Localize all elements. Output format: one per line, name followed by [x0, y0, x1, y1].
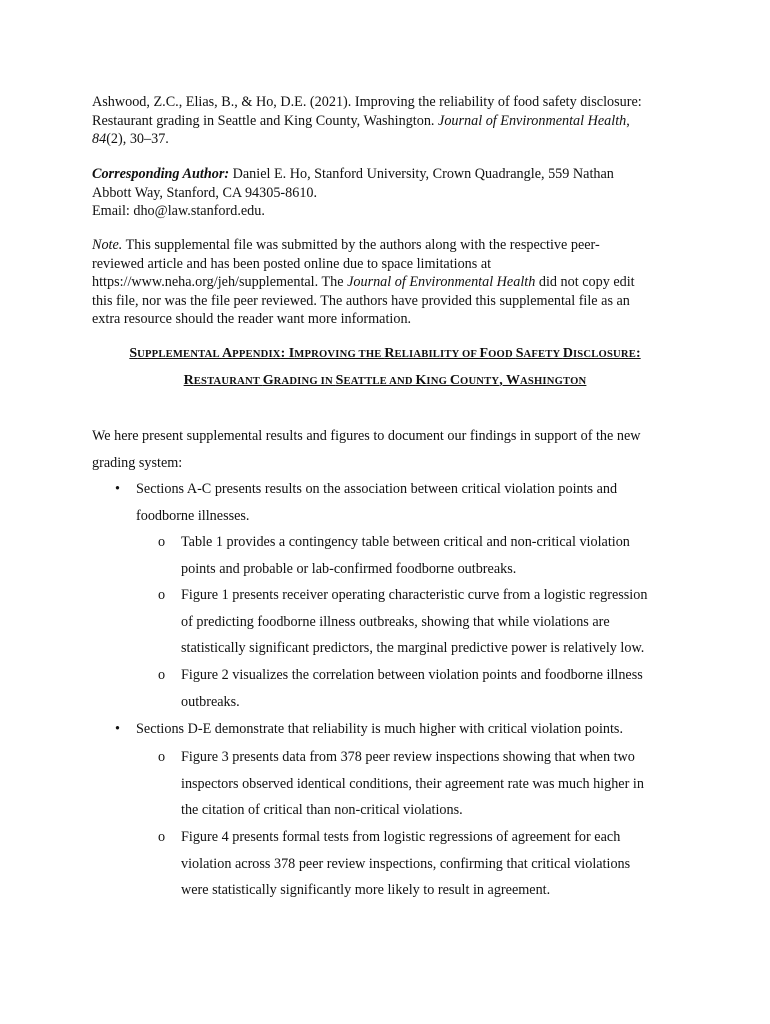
note: [92, 236, 692, 329]
citation-line-2: Restaurant grading in Seattle and King County, Washington. Journal of Environmental Health,: [92, 112, 630, 129]
note-line-2: reviewed article and has been posted online due to space limitations at: [92, 255, 492, 272]
heading-text-segment: S: [515, 346, 524, 361]
heading-text-segment: K: [415, 373, 427, 388]
bullet-circle-icon: o: [158, 534, 166, 550]
heading-text-segment: EATTLE AND: [343, 376, 416, 387]
bullet-circle-icon: o: [158, 667, 166, 683]
bullet-dot-icon: •: [115, 481, 120, 497]
intro-paragraph: [92, 423, 702, 476]
journal-volume: 84: [92, 131, 107, 147]
heading-text-segment: OUNTY: [460, 376, 500, 387]
note-line-4: this file, nor was the file peer reviewed. The authors have provided this supplemental file as an: [92, 292, 630, 309]
heading-text-segment: UPPLEMENTAL: [137, 349, 223, 360]
heading-text-segment: S: [129, 346, 138, 361]
citation-line-3: 84(2), 30–37.: [92, 131, 169, 147]
section-heading-line-2: [0, 372, 770, 389]
heading-text-segment: ING: [426, 376, 450, 387]
heading-text-segment: D: [562, 346, 573, 361]
heading-text-segment: ASHINGTON: [520, 376, 587, 387]
bullet-circle-icon: o: [158, 587, 166, 603]
heading-text-segment: F: [479, 346, 489, 361]
bullet-dot-icon: •: [115, 721, 120, 737]
heading-text-segment: MPROVING THE: [294, 349, 385, 360]
heading-text-segment: PPENDIX: [232, 349, 281, 360]
heading-text-segment: S: [335, 373, 344, 388]
corresponding-author-label: Corresponding Author:: [92, 166, 230, 182]
corresponding-line-1: Corresponding Author: Daniel E. Ho, Stanford University, Crown Quadrangle, 559 Nathan: [92, 166, 614, 182]
heading-text-segment: AFETY: [523, 349, 563, 360]
heading-text-segment: R: [384, 346, 395, 361]
heading-text-segment: ISCLOSURE: [572, 349, 636, 360]
section-heading-line-1: [0, 345, 770, 362]
note-line-5: extra resource should the reader want more information.: [92, 311, 412, 327]
heading-text-segment: :: [636, 346, 641, 361]
journal-title: Journal of Environmental Health: [438, 112, 627, 129]
bullet-circle-icon: o: [158, 829, 166, 845]
heading-text-segment: ESTAURANT: [193, 376, 263, 387]
heading-text-segment: R: [183, 373, 194, 388]
note-line-1: Note. This supplemental file was submitted by the authors along with the respective peer-: [92, 237, 600, 253]
heading-text-segment: OOD: [488, 349, 516, 360]
citation: [92, 93, 692, 149]
heading-text-segment: ELIABILITY OF: [394, 349, 480, 360]
document-page: Ashwood, Z.C., Elias, B., & Ho, D.E. (2021). Improving the reliability of food safety disclosure: Restaurant grading in Seattle and King County, Washington. Journal of Environmental Health, 84(2), 30–37. Corresponding Author: Daniel E. Ho, Stanford University, Crown Quadrangle, 559 Nathan Abbott Way, Stanford, CA 94305-8610. Email: dho@law.stanford.edu. Note. This supplemental file was submitted by the authors along with the respective peer- reviewed article and has been posted online due to space limitations at https://www.neha.org/jeh/supplemental. The Journal of Environmental Health did not copy edit this file, nor was the file peer reviewed. The authors have provided this supplemental file as an extra resource should the reader want more information. SUPPLEMENTAL APPENDIX: IMPROVING THE RELIABILITY OF FOOD SAFETY DISCLOSURE: RESTAURANT GRADING IN SEATTLE AND KING COUNTY, WASHINGTON We here present supplemental results and figures to document our findings in support of the new grading system: • Sections A-C presents results on the association between critical violation points and foodborne illnesses. o Table 1 provides a contingency table between critical and non-critical violation points and probable or lab-confirmed foodborne outbreaks. o Figure 1 presents receiver operating characteristic curve from a logistic regression of predicting foodborne illness outbreaks, showing that while violations are statistically significant predictors, the marginal predictive power is relatively low. o Figure 2 visualizes the correlation between violation points and foodborne illness outbreaks. • Sections D-E demonstrate that reliability is much higher with critical violation points. o Figure 3 presents data from 378 peer review inspections showing that when two inspectors observed identical conditions, their agreement rate was much higher in the citation of critical than non-critical violations. o Figure 4 presents formal tests from logistic regressions of agreement for each violation across 378 peer review inspections, confirming that critical violations were statistically significantly more likely to result in agreement.: [0, 0, 770, 1024]
corresponding-email: Email: dho@law.stanford.edu.: [92, 203, 265, 219]
corresponding-author: [92, 165, 692, 221]
corresponding-line-2: Abbott Way, Stanford, CA 94305-8610.: [92, 184, 318, 201]
heading-text-segment: G: [262, 373, 274, 388]
note-line-3: https://www.neha.org/jeh/supplemental. The Journal of Environmental Health did not copy edit: [92, 274, 635, 290]
bullet-circle-icon: o: [158, 749, 166, 765]
intro-line-2: grading system:: [92, 454, 183, 471]
note-label: Note.: [92, 237, 123, 253]
heading-text-segment: , W: [499, 373, 521, 388]
citation-line-1: Ashwood, Z.C., Elias, B., & Ho, D.E. (2021). Improving the reliability of food safety disclosure:: [92, 94, 642, 110]
heading-text-segment: C: [449, 373, 461, 388]
intro-line-1: We here present supplemental results and figures to document our findings in support of the new: [92, 428, 641, 444]
heading-text-segment: RADING IN: [273, 376, 336, 387]
heading-text-segment: A: [222, 346, 233, 361]
heading-text-segment: : I: [280, 346, 295, 361]
